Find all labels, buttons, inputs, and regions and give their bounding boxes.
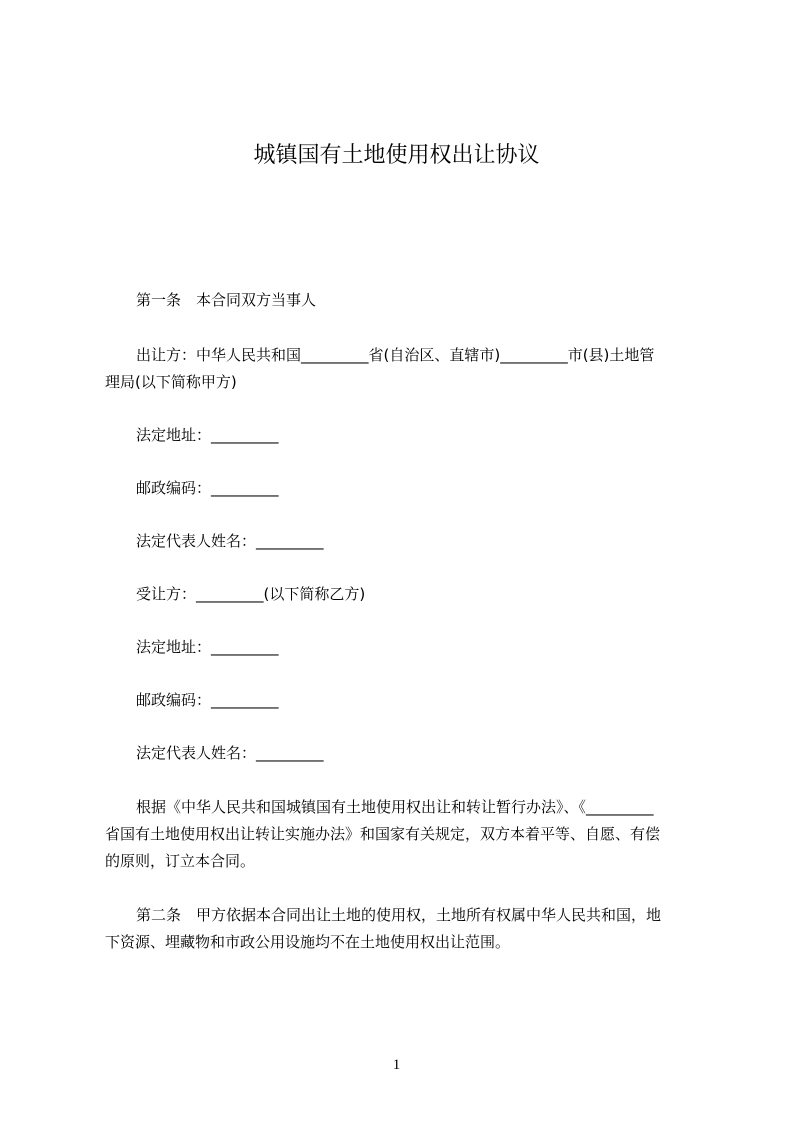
article1-heading: 第一条 本合同双方当事人: [136, 291, 317, 309]
document-title: 城镇国有土地使用权出让协议: [253, 143, 540, 168]
basis-line1: 根据《中华人民共和国城镇国有土地使用权出让和转让暂行办法》、《_________: [136, 798, 654, 816]
article2-line1: 第二条 甲方依据本合同出让土地的使用权，土地所有权属中华人民共和国，地: [136, 906, 662, 924]
grantee-line: 受让方：_________(以下简称乙方): [136, 585, 366, 603]
grantor-line2: 理局(以下简称甲方): [105, 373, 237, 391]
article2-line2: 下资源、埋藏物和市政公用设施均不在土地使用权出让范围。: [105, 933, 511, 951]
grantor-representative: 法定代表人姓名：_________: [136, 532, 324, 550]
page-number: 1: [392, 1057, 401, 1073]
basis-line2: 省国有土地使用权出让转让实施办法》和国家有关规定，双方本着平等、自愿、有偿: [105, 825, 661, 843]
grantor-line1: 出让方：中华人民共和国_________省(自治区、直辖市)_________市(县)土地管: [136, 346, 655, 364]
grantee-postcode: 邮政编码：_________: [136, 691, 279, 709]
grantor-postcode: 邮政编码：_________: [136, 479, 279, 497]
basis-line3: 的原则，订立本合同。: [105, 852, 256, 870]
grantee-address: 法定地址：_________: [136, 638, 279, 656]
grantee-representative: 法定代表人姓名：_________: [136, 744, 324, 762]
grantor-address: 法定地址：_________: [136, 426, 279, 444]
